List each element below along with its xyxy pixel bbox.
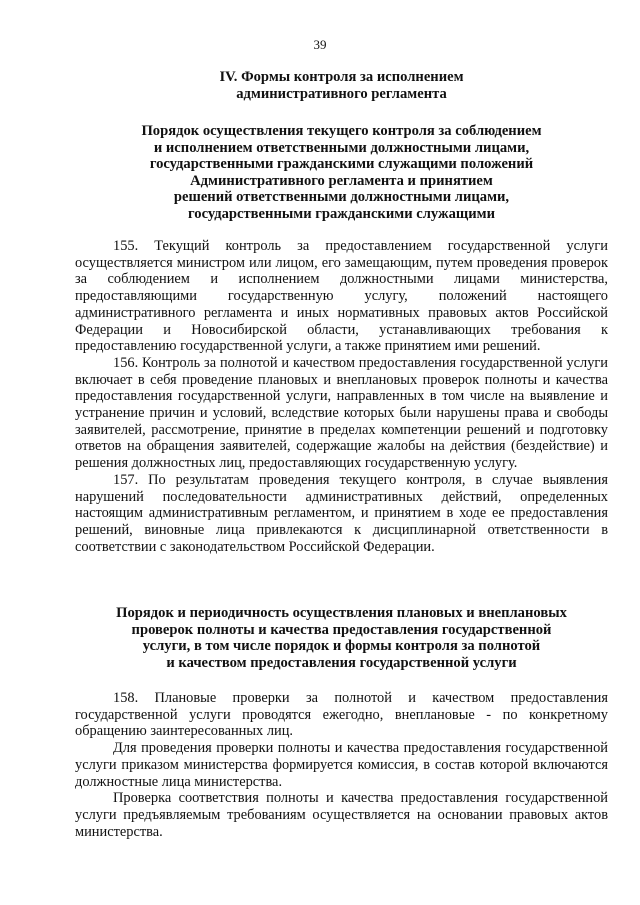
- subheading-line: государственными гражданскими служащими: [188, 205, 495, 222]
- paragraph-157: 157. По результатам проведения текущего контроля, в случае выявления нарушений последовательности административных действий, определенных настоящим административным регламентом, и принятием в ходе ее предоставления решений, виновные лица привлекаются к дисциплинарной ответственности в соответствии с законодательством Российской Федерации.: [75, 471, 608, 555]
- section-heading-line: IV. Формы контроля за исполнением: [219, 69, 464, 85]
- subheading-line: и качеством предоставления государственной услуги: [166, 654, 517, 671]
- subheading-line: государственными гражданскими служащими положений: [149, 156, 534, 173]
- paragraph-156: 156. Контроль за полнотой и качеством предоставления государственной услуги включает в себя проведение плановых и внеплановых проверок полноты и качества предоставления государственной услуги, направленных в том числе на выявление и устранение причин и условий, вследствие которых были нарушены права и свободы заявителей, рассмотрение, принятие в пределах компетенции решений и подготовку ответов на обращения заявителей, содержащие жалобы на действия (бездействие) и решения должностных лиц, предоставляющих государственную услугу.: [75, 354, 608, 472]
- section-heading: [75, 69, 608, 102]
- paragraph-block-current-control: [75, 238, 608, 555]
- subheading-line: Порядок осуществления текущего контроля за соблюдением: [141, 123, 542, 139]
- subheading-line: услуги, в том числе порядок и формы контроля за полнотой: [142, 638, 541, 655]
- section-heading-line: административного регламента: [236, 85, 447, 102]
- paragraph-155: 155. Текущий контроль за предоставлением государственной услуги осуществляется министром или лицом, его замещающим, путем проведения проверок за соблюдением и исполнением должностными лицами министерства, предоставляющими государственную услугу, положений настоящего административного регламента и иных нормативных правовых актов Российской Федерации и Новосибирской области, устанавливающих требования к предоставлению государственной услуги, а также принятием ими решений.: [75, 238, 608, 355]
- subheading-line: Порядок и периодичность осуществления плановых и внеплановых: [116, 605, 567, 621]
- subheading-inspections: [75, 605, 608, 671]
- paragraph-verification: Проверка соответствия полноты и качества предоставления государственной услуги предъявляемым требованиям осуществляется на основании правовых актов министерства.: [75, 790, 608, 840]
- page-number: 39: [313, 37, 327, 52]
- subheading-current-control: [75, 123, 608, 223]
- paragraph-commission: Для проведения проверки полноты и качества предоставления государственной услуги приказом министерства формируется комиссия, в состав которой включаются должностные лица министерства.: [75, 740, 608, 790]
- paragraph-block-inspections: [75, 690, 608, 840]
- paragraph-158: 158. Плановые проверки за полнотой и качеством предоставления государственной услуги проводятся ежегодно, внеплановые - по конкретному обращению заинтересованных лиц.: [75, 690, 608, 740]
- subheading-line: Административного регламента и принятием: [190, 172, 493, 189]
- subheading-line: проверок полноты и качества предоставления государственной: [131, 621, 552, 638]
- subheading-line: решений ответственными должностными лицами,: [173, 189, 510, 206]
- subheading-line: и исполнением ответственными должностными лицами,: [153, 139, 530, 156]
